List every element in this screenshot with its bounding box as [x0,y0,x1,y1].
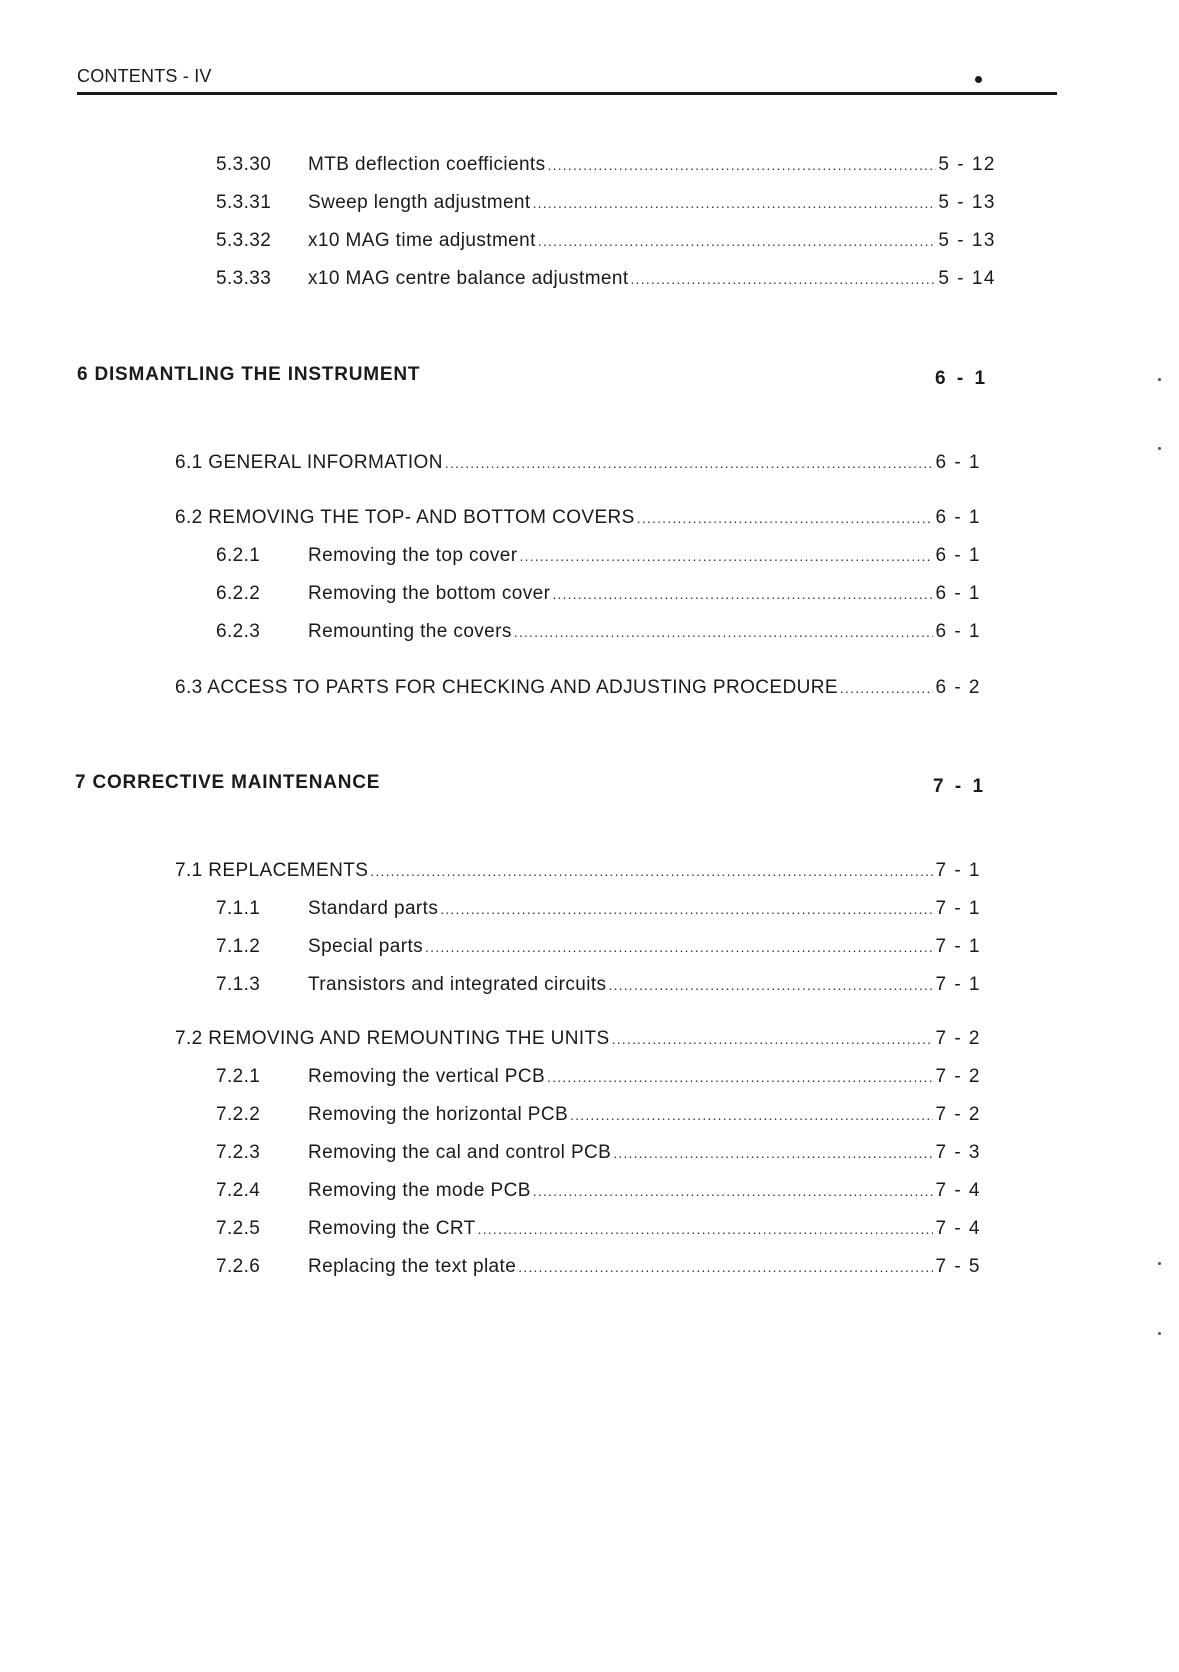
dot-leader [547,1066,933,1088]
dot-leader [608,974,933,996]
toc-entry-number: 5.3.30 [216,154,272,175]
toc-entry-page: 7 - 4 [935,1218,981,1239]
toc-entry[interactable] [216,974,981,996]
dot-leader [631,268,937,290]
toc-entry-title: Removing the CRT [308,1218,476,1239]
toc-entry-number: 7.2.2 [216,1104,261,1125]
toc-entry-page: 6 - 1 [935,583,981,604]
toc-entry-number: 7.1.3 [216,974,261,995]
toc-entry[interactable] [216,1066,981,1088]
toc-entry[interactable] [216,621,981,643]
toc-section[interactable] [175,677,981,699]
dot-leader [613,1142,933,1164]
header-bullet [975,76,982,83]
toc-entry-title: Replacing the text plate [308,1256,517,1277]
toc-entry-number: 7.2.6 [216,1256,261,1277]
toc-entry-number: 7.1.2 [216,936,261,957]
toc-entry-title: Remounting the covers [308,621,512,642]
toc-section[interactable] [175,1028,981,1050]
toc-entry[interactable] [216,1142,981,1164]
dot-leader [518,1256,933,1278]
toc-entry-title: Removing the top cover [308,545,518,566]
toc-entry-title: Removing the mode PCB [308,1180,531,1201]
toc-entry-title: Sweep length adjustment [308,192,531,213]
toc-entry-title: x10 MAG time adjustment [308,230,536,251]
toc-entry[interactable] [216,1180,981,1202]
dot-leader [840,677,934,699]
dot-leader [538,230,937,252]
toc-entry-page: 7 - 4 [935,1180,981,1201]
toc-section[interactable] [175,860,981,882]
dot-leader [612,1028,934,1050]
toc-section[interactable] [175,507,981,529]
toc-entry-page: 5 - 12 [938,154,996,175]
toc-entry-number: 6.2.1 [216,545,261,566]
toc-entry-page: 7 - 2 [935,1066,981,1087]
toc-entry-page: 7 - 2 [935,1104,981,1125]
dot-leader [440,898,933,920]
toc-entry[interactable] [216,268,996,290]
toc-section-page: 6 - 1 [935,507,981,528]
toc-entry-page: 6 - 1 [935,621,981,642]
toc-entry-number: 5.3.31 [216,192,272,213]
toc-entry-page: 7 - 5 [935,1256,981,1277]
chapter-7-title[interactable]: 7 CORRECTIVE MAINTENANCE [75,772,381,793]
toc-entry-page: 7 - 1 [935,898,981,919]
toc-entry-number: 7.2.4 [216,1180,261,1201]
toc-entry[interactable] [216,545,981,567]
toc-section-title: 7.2 REMOVING AND REMOUNTING THE UNITS [175,1028,610,1049]
toc-section-page: 6 - 1 [935,452,981,473]
toc-entry-page: 7 - 1 [935,974,981,995]
toc-entry-page: 5 - 13 [938,192,996,213]
dot-leader [478,1218,934,1240]
header-rule [77,92,1057,95]
toc-entry-page: 7 - 3 [935,1142,981,1163]
scan-speck [1158,1332,1161,1335]
toc-entry-number: 7.2.3 [216,1142,261,1163]
toc-entry-title: MTB deflection coefficients [308,154,546,175]
toc-entry-title: Removing the cal and control PCB [308,1142,612,1163]
chapter-6-page: 6 - 1 [935,368,989,389]
toc-entry-title: Special parts [308,936,424,957]
toc-entry[interactable] [216,583,981,605]
dot-leader [533,1180,934,1202]
dot-leader [519,545,933,567]
scan-speck [1158,447,1161,450]
chapter-7-page: 7 - 1 [933,776,987,797]
toc-section-title: 6.3 ACCESS TO PARTS FOR CHECKING AND ADJUSTING PROCEDURE [175,677,838,698]
chapter-6-title[interactable]: 6 DISMANTLING THE INSTRUMENT [77,364,421,385]
dot-leader [552,583,933,605]
toc-entry[interactable] [216,1104,981,1126]
toc-entry-page: 6 - 1 [935,545,981,566]
toc-section-title: 6.1 GENERAL INFORMATION [175,452,443,473]
dot-leader [570,1104,933,1126]
toc-section-title: 7.1 REPLACEMENTS [175,860,369,881]
toc-section-page: 6 - 2 [935,677,981,698]
scan-speck [1158,378,1161,381]
toc-entry-title: Standard parts [308,898,439,919]
toc-entry-title: x10 MAG centre balance adjustment [308,268,629,289]
toc-section-page: 7 - 1 [935,860,981,881]
toc-section-page: 7 - 2 [935,1028,981,1049]
toc-entry-page: 5 - 13 [938,230,996,251]
toc-entry[interactable] [216,230,996,252]
page-header-label: CONTENTS - IV [77,66,212,86]
toc-section[interactable] [175,452,981,474]
dot-leader [637,507,934,529]
toc-entry-number: 7.2.1 [216,1066,261,1087]
toc-entry[interactable] [216,192,996,214]
toc-entry-page: 7 - 1 [935,936,981,957]
toc-entry-title: Transistors and integrated circuits [308,974,607,995]
toc-entry-number: 7.2.5 [216,1218,261,1239]
scan-speck [1158,1262,1161,1265]
dot-leader [548,154,937,176]
toc-entry[interactable] [216,936,981,958]
toc-entry[interactable] [216,1218,981,1240]
toc-entry-number: 6.2.2 [216,583,261,604]
toc-section-title: 6.2 REMOVING THE TOP- AND BOTTOM COVERS [175,507,635,528]
toc-entry-number: 7.1.1 [216,898,261,919]
toc-entry-title: Removing the bottom cover [308,583,551,604]
toc-entry-title: Removing the vertical PCB [308,1066,546,1087]
dot-leader [533,192,937,214]
toc-entry-page: 5 - 14 [938,268,996,289]
toc-entry-number: 5.3.33 [216,268,272,289]
toc-entry[interactable] [216,1256,981,1278]
dot-leader [514,621,934,643]
dot-leader [445,452,934,474]
toc-entry-number: 5.3.32 [216,230,272,251]
toc-entry[interactable] [216,898,981,920]
toc-entry-title: Removing the horizontal PCB [308,1104,569,1125]
dot-leader [425,936,933,958]
toc-entry-number: 6.2.3 [216,621,261,642]
toc-entry[interactable] [216,154,996,176]
dot-leader [370,860,933,882]
